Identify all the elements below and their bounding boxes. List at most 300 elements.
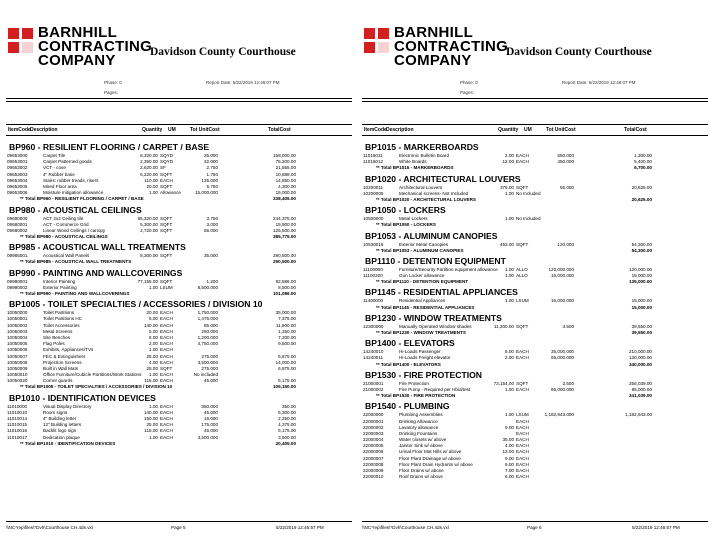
item-description: Backlit logo sign xyxy=(43,428,77,434)
item-code: 09653004 xyxy=(7,177,28,183)
item-quantity: 7.00 xyxy=(505,468,514,473)
item-description: Electronic Bulletin Board xyxy=(399,153,450,158)
item-unit-cost: 35,000.000 xyxy=(551,349,574,355)
item-description: Water closets w/ above xyxy=(399,437,447,443)
item-total-cost: 14,000.00 xyxy=(275,359,296,365)
item-code: 09653006 xyxy=(7,190,28,196)
item-unit-cost: 1,182,943.000 xyxy=(544,412,574,418)
item-unit: EACH xyxy=(516,418,529,424)
footer-page-number: Page 5 xyxy=(171,525,186,530)
column-rule-bottom xyxy=(6,135,352,136)
item-total-cost: 158,000.00 xyxy=(273,153,296,158)
header-rule-2 xyxy=(6,101,352,102)
item-code: 09680001 xyxy=(7,221,28,227)
section-total-value: 290,500.00 xyxy=(273,259,296,265)
section-total-row xyxy=(6,196,356,202)
item-quantity: 4.00 xyxy=(505,443,514,449)
item-total-cost: 35,000.00 xyxy=(275,310,296,316)
phase-label: Phase: 0 xyxy=(460,80,478,85)
company-name-line3: COMPANY xyxy=(38,52,116,69)
item-code: 12300000 xyxy=(363,323,384,329)
item-quantity: 1.00 xyxy=(505,412,514,418)
item-total-cost: 6,875.00 xyxy=(278,365,296,371)
item-unit-cost: No included xyxy=(193,372,218,378)
item-description: Flag Poles xyxy=(43,341,65,347)
item-quantity: 2,350.00 xyxy=(140,159,158,165)
item-description: Moisture mitigation allowance xyxy=(43,190,104,196)
item-description: Projection Screens xyxy=(43,359,82,365)
item-total-cost: 54,300.00 xyxy=(631,241,652,247)
section-heading: BP1050 - LOCKERS xyxy=(365,205,446,216)
item-description: Lavatory allowance xyxy=(399,424,439,430)
section-total-row xyxy=(6,384,356,390)
item-unit: EACH xyxy=(160,359,173,365)
item-quantity: 20.00 xyxy=(146,183,158,189)
item-description: Toilet Partitions HC xyxy=(43,316,83,322)
company-name-line1: BARNHILL xyxy=(38,24,118,41)
item-quantity: 9.00 xyxy=(505,424,514,430)
section-total-row xyxy=(362,197,712,203)
item-unit: EACH xyxy=(516,437,529,443)
item-description: Exterior Metal Canopies xyxy=(399,241,449,247)
item-total-cost: 15,900.00 xyxy=(275,221,296,227)
item-total-cost: 6,300.00 xyxy=(278,409,296,415)
item-code: 14240011 xyxy=(363,355,384,361)
section-total-value: 39,550.00 xyxy=(631,330,652,335)
item-code: 09680000 xyxy=(7,215,28,221)
item-total-cost: 15,000.00 xyxy=(631,273,652,279)
item-unit: ALLO xyxy=(516,273,528,279)
phase-label: Phase: 0 xyxy=(104,80,122,85)
company-logo xyxy=(364,24,509,70)
item-code: 09653003 xyxy=(7,171,28,177)
item-code: 09653000 xyxy=(7,153,28,158)
item-quantity: 1.00 xyxy=(149,403,158,409)
item-quantity: 115.00 xyxy=(144,378,158,384)
item-unit-cost: 45.000 xyxy=(203,428,218,434)
column-header-row xyxy=(6,127,356,135)
item-unit-cost: 15,000.000 xyxy=(551,273,574,279)
item-code: 10200005 xyxy=(363,190,384,196)
item-unit: SQFT xyxy=(516,323,529,329)
section-total-label: ** Total BP1110 - DETENTION EQUIPMENT xyxy=(376,279,469,285)
item-unit: SQYD xyxy=(160,153,174,158)
section-heading: BP960 - RESILIENT FLOORING / CARPET / BASE xyxy=(9,142,210,152)
company-name xyxy=(394,26,508,68)
item-description: Carpet Patterned goods xyxy=(43,159,92,165)
section-total-label: ** Total BP1010 - IDENTIFICATION DEVICES xyxy=(20,440,116,446)
item-code: 22000006 xyxy=(363,449,384,455)
item-description: Architectural Louvers xyxy=(399,184,443,190)
section-total-row xyxy=(362,393,712,399)
section-heading: BP1010 - IDENTIFICATION DEVICES xyxy=(9,392,156,403)
section-total-value: 15,000.00 xyxy=(631,304,652,310)
item-unit: EACH xyxy=(160,416,173,421)
item-unit-cost: 275.000 xyxy=(201,365,218,371)
section-total-label: ** Total BP990 - PAINTING AND WALLCOVERINGS xyxy=(20,291,130,296)
item-quantity: 25.00 xyxy=(146,353,158,359)
header-rule xyxy=(6,98,352,99)
col-um: UM xyxy=(168,127,176,133)
item-unit: EACH xyxy=(160,316,173,322)
section-total-label: ** Total BP1530 - FIRE PROTECTION xyxy=(376,393,456,399)
item-quantity: 20.00 xyxy=(146,310,158,316)
item-total-cost: 7,375.00 xyxy=(278,316,296,322)
section-total-label: ** Total BP985 - ACOUSTICAL WALL TREATMENTS xyxy=(20,259,132,265)
item-unit: No Included xyxy=(516,216,541,222)
item-quantity: 453.00 xyxy=(499,241,514,247)
col-totalcost: TotalCost xyxy=(624,127,647,133)
section-total-row xyxy=(362,305,712,311)
item-total-cost: 10,888.00 xyxy=(275,171,296,177)
item-code: 10050000 xyxy=(7,310,28,316)
item-code: 10050005 xyxy=(7,341,28,347)
report-date: Report Date: 5/22/2019 12:46:07 PM xyxy=(206,80,280,85)
item-unit: SQFT xyxy=(516,380,529,386)
header-rule xyxy=(362,98,708,99)
section-heading: BP985 - ACOUSTICAL WALL TREATMENTS xyxy=(9,242,186,253)
item-unit-cost: 32.000 xyxy=(203,159,218,165)
company-name-line3: COMPANY xyxy=(394,52,472,69)
item-quantity: 4.00 xyxy=(149,359,158,365)
item-code: 22000010 xyxy=(363,474,384,480)
item-quantity: 13.00 xyxy=(502,449,514,455)
item-code: 09990002 xyxy=(7,284,28,290)
project-title: Davidson County Courthouse xyxy=(150,46,296,58)
item-code: 22000000 xyxy=(363,412,384,418)
item-quantity: 2.00 xyxy=(505,355,514,361)
item-code: 21000001 xyxy=(363,380,384,386)
section-total-value: 341,039.00 xyxy=(629,393,652,399)
company-name-line2: CONTRACTING xyxy=(38,38,153,55)
item-unit: EACH xyxy=(160,328,173,334)
item-description: Acoustical Wall Panels xyxy=(43,253,90,259)
item-code: 11010010 xyxy=(7,409,28,415)
footer-file-path: \\NC*rep\files\*Dvh\Courthouse CH.4ds.vxl xyxy=(362,525,449,530)
section-heading: BP1020 - ARCHITECTURAL LOUVERS xyxy=(365,173,521,184)
item-quantity: 2,620.00 xyxy=(140,165,158,171)
item-unit: EACH xyxy=(516,461,529,467)
section-total-value: 6,700.00 xyxy=(634,165,652,171)
item-unit: EACH xyxy=(160,177,173,183)
item-quantity: 5.00 xyxy=(149,328,158,334)
column-rule-bottom xyxy=(362,135,708,136)
item-quantity: 1.00 xyxy=(149,284,158,290)
item-description: Roof Drains w/ above xyxy=(399,474,443,480)
item-quantity: 9.00 xyxy=(505,455,514,461)
report-date: Report Date: 5/22/2019 12:46:07 PM xyxy=(562,80,636,85)
item-unit-cost: 2.750 xyxy=(206,165,218,171)
item-code: 14240010 xyxy=(363,349,384,355)
item-quantity: 25.00 xyxy=(146,422,158,428)
section-total-label: ** Total BP1050 - LOCKERS xyxy=(376,222,436,228)
item-unit-cost: 65,000.000 xyxy=(551,355,574,361)
column-rule-top xyxy=(362,124,708,125)
section-total-label: ** Total BP1145 - RESIDENTIAL APPLIANCES xyxy=(376,304,475,310)
item-description: FEC & Extinguishers xyxy=(43,353,86,359)
item-code: 22000005 xyxy=(363,443,384,449)
item-quantity: 6,320.00 xyxy=(140,153,158,158)
item-quantity: 11,300.00 xyxy=(493,323,514,329)
item-quantity: 5.00 xyxy=(149,316,158,322)
item-unit-cost: 45.000 xyxy=(203,378,218,384)
item-quantity: 6.00 xyxy=(149,334,158,340)
item-code: 11015011 xyxy=(363,153,383,158)
item-code: 10200011 xyxy=(363,184,384,190)
item-unit-cost: 250.000 xyxy=(201,328,218,334)
section-total-value: 338,405.00 xyxy=(273,196,296,202)
item-quantity: 1.00 xyxy=(149,347,158,353)
col-quantity: Quantity xyxy=(498,127,519,133)
item-unit: SQFT xyxy=(160,253,173,259)
item-unit: EACH xyxy=(516,449,529,455)
item-description: 4" Rubber base xyxy=(43,171,75,177)
item-total-cost: 350.00 xyxy=(281,403,296,409)
item-unit: SQFT xyxy=(160,171,173,177)
item-unit-cost: 3,500.000 xyxy=(197,359,218,365)
item-total-cost: 9,500.00 xyxy=(278,341,296,347)
item-code: 09990001 xyxy=(7,278,28,284)
item-unit: SQFT xyxy=(160,278,173,284)
item-unit-cost: 350.000 xyxy=(201,403,218,409)
item-quantity: 65,320.00 xyxy=(137,215,158,221)
item-code: 10050006 xyxy=(7,347,28,353)
item-unit-cost: 5.750 xyxy=(206,183,218,189)
item-description: Furniture/Security Partition equipment allowance xyxy=(399,266,498,272)
item-quantity: 115.00 xyxy=(144,428,158,434)
report-page-right xyxy=(362,0,712,540)
item-code: 10050008 xyxy=(7,359,28,365)
footer-date: 5/22/2019 12:46:57 PM xyxy=(276,525,324,530)
item-unit: EACH xyxy=(160,310,173,316)
item-unit-cost: 4,750.000 xyxy=(197,341,218,347)
item-unit: SQFT xyxy=(516,184,529,190)
item-quantity: 140.00 xyxy=(143,409,158,415)
item-quantity: 110.00 xyxy=(144,177,158,183)
item-total-cost: 39,550.00 xyxy=(631,323,652,329)
report-page-left xyxy=(6,0,356,540)
section-total-label: ** Total BP1020 - ARCHITECTURAL LOUVERS xyxy=(376,196,476,202)
item-description: Hi-Loads Freight elevator xyxy=(399,355,451,361)
section-heading: BP1053 - ALUMINUM CANOPIES xyxy=(365,230,498,241)
item-description: Exhibits, Appliances/TVs xyxy=(43,347,94,353)
item-total-cost: 120,000.00 xyxy=(629,266,652,272)
section-heading: BP1530 - FIRE PROTECTION xyxy=(365,369,482,380)
item-unit: EACH xyxy=(516,468,529,473)
section-total-label: ** Total BP980 - ACOUSTICAL CEILINGS xyxy=(20,234,108,240)
item-description: Residential Appliances xyxy=(399,298,446,304)
item-code: 11010015 xyxy=(7,422,28,428)
item-quantity: 1.00 xyxy=(505,266,514,272)
column-rule-top xyxy=(6,124,352,125)
item-unit: Allowance xyxy=(160,190,181,196)
item-total-cost: 1,300.00 xyxy=(634,153,652,158)
section-total-value: 105,150.00 xyxy=(273,384,296,390)
item-unit-cost: 3.500 xyxy=(562,380,574,386)
item-code: 22000007 xyxy=(363,455,384,461)
item-description: Built in Wall Mats xyxy=(43,365,79,371)
section-heading: BP1145 - RESIDENTIAL APPLIANCES xyxy=(365,287,518,298)
item-description: VCT - cove xyxy=(43,165,66,171)
item-total-cost: 130,000.00 xyxy=(629,355,652,361)
item-total-cost: 20,625.00 xyxy=(631,184,652,190)
item-unit: EACH xyxy=(516,386,529,392)
item-unit-cost: 55.000 xyxy=(559,184,574,190)
item-code: 11100200 xyxy=(363,273,383,279)
item-description: Visual Display Directory xyxy=(43,403,92,409)
col-itemcode: ItemCode xyxy=(364,127,387,133)
section-total-value: 20,405.00 xyxy=(275,440,296,446)
item-total-cost: 5,175.00 xyxy=(278,378,296,384)
item-code: 09653005 xyxy=(7,183,28,189)
item-total-cost: 75,200.00 xyxy=(275,159,296,165)
item-unit: EACH xyxy=(516,424,529,430)
item-unit: EACH xyxy=(516,443,529,449)
company-logo xyxy=(8,24,153,70)
item-total-cost: 1,182,943.00 xyxy=(625,412,652,418)
item-quantity: 12.00 xyxy=(502,159,514,165)
item-code: 09653001 xyxy=(7,159,28,165)
item-unit: EACH xyxy=(160,372,173,378)
item-description: Urinal Floor Mat Hills w/ above xyxy=(399,449,462,455)
item-description: Carpet Tile xyxy=(43,153,66,158)
item-unit-cost: 3.500 xyxy=(562,323,574,329)
project-title: Davidson County Courthouse xyxy=(506,46,652,58)
item-code: 10050001 xyxy=(7,316,28,322)
item-total-cost: 244,375.00 xyxy=(273,215,296,221)
col-unitcost: Tot UnitCost xyxy=(190,127,220,133)
item-code: 10050020 xyxy=(7,378,28,384)
item-unit-cost: 3,500.000 xyxy=(197,434,218,440)
item-unit: SQFT xyxy=(516,241,529,247)
item-unit: EACH xyxy=(160,334,173,340)
section-total-value: 340,000.00 xyxy=(629,361,652,367)
item-description: Stairs: rubber treads, risers xyxy=(43,177,99,183)
item-total-cost: 8,500.00 xyxy=(278,284,296,290)
item-code: 21000002 xyxy=(363,386,384,392)
item-unit-cost: 120,000.000 xyxy=(548,266,574,272)
footer-rule xyxy=(362,521,708,522)
section-total-row xyxy=(6,291,356,297)
item-quantity: 25.00 xyxy=(146,365,158,371)
item-quantity: 1.00 xyxy=(505,190,514,196)
item-code: 22000003 xyxy=(363,430,384,436)
item-description: White Boards xyxy=(399,159,427,165)
section-total-value: 135,000.00 xyxy=(629,279,652,285)
item-unit-cost: 3.000 xyxy=(206,221,218,227)
table-row xyxy=(362,474,712,480)
item-total-cost: 4,375.00 xyxy=(278,422,296,428)
item-description: Mechanical screens- Not Included xyxy=(399,190,469,196)
item-description: Floor Drains w/ above xyxy=(399,468,444,473)
item-unit: SQYD xyxy=(160,159,174,165)
item-unit-cost: 135.000 xyxy=(201,177,218,183)
item-description: Interior Painting xyxy=(43,278,76,284)
item-total-cost: 5,175.00 xyxy=(278,428,296,434)
item-description: Corner guards xyxy=(43,378,73,384)
item-unit-cost: 85,000.000 xyxy=(551,386,574,392)
item-code: 11015012 xyxy=(363,159,384,165)
footer-rule xyxy=(6,521,352,522)
item-quantity: 9.00 xyxy=(505,461,514,467)
item-total-cost: 290,500.00 xyxy=(273,253,296,259)
item-quantity: 8,300.00 xyxy=(140,253,158,259)
item-description: Room signs xyxy=(43,409,68,415)
item-unit: EACH xyxy=(160,434,173,440)
item-code: 10050009 xyxy=(7,365,28,371)
item-unit: EACH xyxy=(516,474,529,480)
item-total-cost: 7,200.00 xyxy=(278,334,296,340)
item-total-cost: 5,400.00 xyxy=(634,159,652,165)
item-code: 09680002 xyxy=(7,227,28,233)
item-description: Linear Wood Ceilings / canopy xyxy=(43,227,106,233)
item-quantity: 6,220.00 xyxy=(140,171,158,177)
item-unit-cost: 120.000 xyxy=(557,241,574,247)
item-description: 4" Building letter xyxy=(43,416,77,421)
item-unit: EACH xyxy=(516,159,529,165)
section-heading: BP1230 - WINDOW TREATMENTS xyxy=(365,312,502,323)
item-unit: SQFT xyxy=(160,365,173,371)
section-total-row xyxy=(6,234,356,240)
item-unit-cost: 8,500.000 xyxy=(197,284,218,290)
section-total-row xyxy=(362,330,712,336)
item-description: Fire Pump - Required per Hbid/test xyxy=(399,386,471,392)
column-header-row xyxy=(362,127,712,135)
item-description: Site Benches xyxy=(43,334,71,340)
logo-mark-icon xyxy=(8,28,34,54)
item-unit: EACH xyxy=(160,322,173,328)
item-unit: EACH xyxy=(516,355,529,361)
section-total-label: ** Total BP1400 - ELEVATORS xyxy=(376,361,441,367)
item-unit: SQFT xyxy=(160,215,173,221)
item-total-cost: 14,850.00 xyxy=(275,177,296,183)
item-quantity: 6.00 xyxy=(505,349,514,355)
item-code: 22000009 xyxy=(363,468,384,473)
section-total-value: 385,775.00 xyxy=(273,234,296,240)
item-unit-cost: 175.000 xyxy=(201,422,218,428)
item-unit-cost: 25.000 xyxy=(203,153,218,158)
item-description: Gun Locker allowance xyxy=(399,273,445,279)
item-total-cost: 2,250.00 xyxy=(278,416,296,421)
item-total-cost: 1,250.00 xyxy=(278,328,296,334)
cost-table xyxy=(6,140,356,447)
col-totalcost: TotalCost xyxy=(268,127,291,133)
item-code: 22000008 xyxy=(363,461,384,467)
item-description: Floor Plant Drain Hydrants w/ above xyxy=(399,461,473,467)
item-quantity: 375.00 xyxy=(499,184,514,190)
section-total-label: ** Total BP1230 - WINDOW TREATMENTS xyxy=(376,330,466,335)
cost-table xyxy=(362,140,712,480)
item-description: Metal Lockers xyxy=(399,216,428,222)
col-description: Description xyxy=(30,127,58,133)
item-quantity: 5,300.00 xyxy=(140,221,158,227)
item-unit-cost: 55.000 xyxy=(203,227,218,233)
section-total-row xyxy=(362,362,712,368)
item-unit: EACH xyxy=(516,349,529,355)
section-total-label: ** Total BP960 - RESILIENT FLOORING / CARPET / BASE xyxy=(20,196,144,202)
item-unit-cost: 275.000 xyxy=(201,353,218,359)
item-code: 22000002 xyxy=(363,424,384,430)
item-description: 12" Building letters xyxy=(43,422,82,428)
item-total-cost: 11,900.00 xyxy=(275,322,296,328)
item-code: 22000001 xyxy=(363,418,384,424)
item-unit: LSUM xyxy=(516,412,529,418)
item-unit-cost: 15.000 xyxy=(203,416,218,421)
company-name-line2: CONTRACTING xyxy=(394,38,509,55)
item-code: 11400000 xyxy=(363,298,384,304)
col-quantity: Quantity xyxy=(142,127,163,133)
item-unit-cost: 450.000 xyxy=(557,159,574,165)
